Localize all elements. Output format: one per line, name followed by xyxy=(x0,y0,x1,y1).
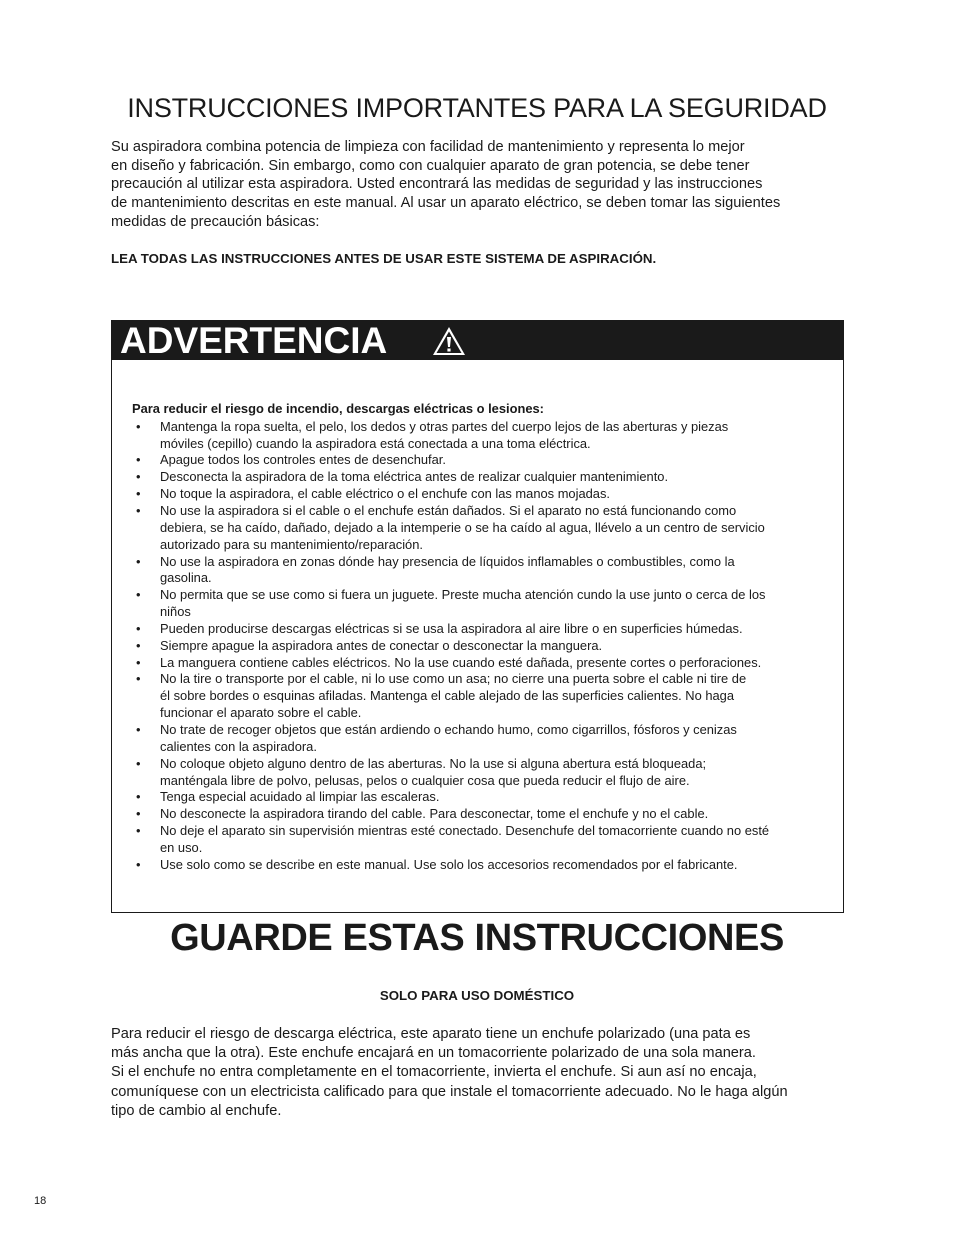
polarized-plug-paragraph xyxy=(111,1025,851,1121)
warning-list-line: No coloque objeto alguno dentro de las aberturas. No la use si alguna abertura está bloqueada; xyxy=(160,755,707,771)
bullet-glyph: • xyxy=(136,789,141,805)
warning-list-line: No use la aspiradora en zonas dónde hay presencia de líquidos inflamables o combustibles, como la xyxy=(160,553,735,569)
warning-box xyxy=(111,320,844,913)
warning-list-line: Apague todos los controles entes de desenchufar. xyxy=(160,452,446,468)
warning-list-item xyxy=(132,503,832,554)
warning-list-item xyxy=(132,621,832,638)
warning-list-line: No trate de recoger objetos que están ardiendo o echando humo, como cigarrillos, fósforos y cenizas xyxy=(160,721,737,737)
polarized-line: comuníquese con un electricista calificado para que instale el tomacorriente adecuado. No le haga algún xyxy=(111,1083,788,1100)
warning-list-line: móviles (cepillo) cuando la aspiradora está conectada a una toma eléctrica. xyxy=(160,435,591,451)
warning-lead: Para reducir el riesgo de incendio, descargas eléctricas o lesiones: xyxy=(132,401,544,416)
polarized-line: más ancha que la otra). Este enchufe encajará en un tomacorriente polarizado de una sola manera. xyxy=(111,1045,756,1062)
warning-list xyxy=(132,419,832,874)
warning-list-item xyxy=(132,722,832,756)
bullet-glyph: • xyxy=(136,486,141,502)
bullet-glyph: • xyxy=(136,755,141,771)
warning-list-line: No deje el aparato sin supervisión mientras esté conectado. Desenchufe del tomacorriente cuando no esté xyxy=(160,823,770,839)
warning-list-item xyxy=(132,756,832,790)
bullet-glyph: • xyxy=(136,469,141,485)
warning-list-item xyxy=(132,806,832,823)
bullet-glyph: • xyxy=(136,806,141,822)
intro-line: Su aspiradora combina potencia de limpieza con facilidad de mantenimiento y representa lo mejor xyxy=(111,139,745,155)
page-title: INSTRUCCIONES IMPORTANTES PARA LA SEGURIDAD xyxy=(127,93,827,123)
bullet-glyph: • xyxy=(136,503,141,519)
warning-list-item xyxy=(132,638,832,655)
warning-list-item xyxy=(132,671,832,722)
warning-list-line: Siempre apague la aspiradora antes de conectar o desconectar la manguera. xyxy=(160,637,603,653)
household-use-notice: SOLO PARA USO DOMÉSTICO xyxy=(379,988,575,1003)
warning-list-item xyxy=(132,857,832,874)
bullet-glyph: • xyxy=(136,452,141,468)
polarized-line: Para reducir el riesgo de descarga eléctrica, este aparato tiene un enchufe polarizado (una pata es xyxy=(111,1026,751,1042)
bullet-glyph: • xyxy=(136,654,141,670)
warning-list-line: calientes con la aspiradora. xyxy=(160,738,317,754)
polarized-line: tipo de cambio al enchufe. xyxy=(111,1102,282,1119)
save-instructions-heading: GUARDE ESTAS INSTRUCCIONES xyxy=(170,917,784,959)
warning-list-item xyxy=(132,655,832,672)
intro-line: precaución al utilizar esta aspiradora. Usted encontrará las medidas de seguridad y las instrucciones xyxy=(111,176,763,193)
bullet-glyph: • xyxy=(136,418,141,434)
warning-list-item xyxy=(132,452,832,469)
warning-list-line: No use la aspiradora si el cable o el enchufe están dañados. Si el aparato no está funcionando como xyxy=(160,503,737,519)
warning-list-line: gasolina. xyxy=(160,570,212,586)
warning-list-line: No permita que se use como si fuera un juguete. Preste mucha atención cundo la use junto o cerca de los xyxy=(160,587,766,603)
warning-list-item xyxy=(132,419,832,453)
warning-list-line: No toque la aspiradora, el cable eléctrico o el enchufe con las manos mojadas. xyxy=(160,486,611,502)
read-all-instructions-notice: LEA TODAS LAS INSTRUCCIONES ANTES DE USAR ESTE SISTEMA DE ASPIRACIÓN. xyxy=(111,251,657,266)
bullet-glyph: • xyxy=(136,620,141,636)
warning-triangle-icon xyxy=(431,325,467,357)
intro-line: de mantenimiento descritas en este manual. Al usar un aparato eléctrico, se deben tomar las siguientes xyxy=(111,195,781,212)
warning-list-item xyxy=(132,789,832,806)
warning-list-line: niños xyxy=(160,604,191,620)
warning-list-item xyxy=(132,823,832,857)
warning-list-item xyxy=(132,587,832,621)
warning-list-line: autorizado para su mantenimiento/reparación. xyxy=(160,536,423,552)
warning-header xyxy=(112,321,843,360)
bullet-glyph: • xyxy=(136,856,141,872)
warning-list-item xyxy=(132,486,832,503)
warning-list-line: Pueden producirse descargas eléctricas si se usa la aspiradora al aire libre o en superficies húmedas. xyxy=(160,620,743,636)
bullet-glyph: • xyxy=(136,671,141,687)
warning-list-item xyxy=(132,554,832,588)
bullet-glyph: • xyxy=(136,637,141,653)
warning-heading: ADVERTENCIA xyxy=(120,320,388,361)
intro-paragraph xyxy=(111,138,846,232)
warning-list-item xyxy=(132,469,832,486)
warning-list-line: Mantenga la ropa suelta, el pelo, los dedos y otras partes del cuerpo lejos de las aberturas y piezas xyxy=(160,418,729,434)
warning-list-line: Desconecta la aspiradora de la toma eléctrica antes de realizar cualquier mantenimiento. xyxy=(160,469,669,485)
polarized-line: Si el enchufe no entra completamente en el tomacorriente, invierta el enchufe. Si aun así no encaja, xyxy=(111,1064,757,1081)
warning-list-line: él sobre bordes o esquinas afiladas. Mantenga el cable alejado de las superficies calientes. No haga xyxy=(160,688,734,704)
warning-body xyxy=(132,401,832,874)
bullet-glyph: • xyxy=(136,721,141,737)
warning-list-line: funcionar el aparato sobre el cable. xyxy=(160,705,362,721)
warning-list-line: Use solo como se describe en este manual. Use solo los accesorios recomendados por el fabricante. xyxy=(160,856,738,872)
warning-list-line: manténgala libre de polvo, pelusas, pelos o cualquier cosa que pueda reducir el flujo de aire. xyxy=(160,772,690,788)
bullet-glyph: • xyxy=(136,553,141,569)
warning-list-line: en uso. xyxy=(160,839,203,855)
warning-list-line: La manguera contiene cables eléctricos. No la use cuando esté dañada, presente cortes o perforaciones. xyxy=(160,654,762,670)
intro-line: en diseño y fabricación. Sin embargo, como con cualquier aparato de gran potencia, se debe tener xyxy=(111,157,750,174)
warning-list-line: No desconecte la aspiradora tirando del cable. Para desconectar, tome el enchufe y no el cable. xyxy=(160,806,709,822)
bullet-glyph: • xyxy=(136,587,141,603)
warning-list-line: No la tire o transporte por el cable, ni lo use como un asa; no cierre una puerta sobre el cable ni tire de xyxy=(160,671,747,687)
page-number: 18 xyxy=(34,1195,47,1207)
intro-line: medidas de precaución básicas: xyxy=(111,213,320,230)
warning-list-line: debiera, se ha caído, dañado, dejado a la intemperie o se ha caído al agua, llévelo a un centro de servicio xyxy=(160,519,765,535)
bullet-glyph: • xyxy=(136,823,141,839)
warning-list-line: Tenga especial acuidado al limpiar las escaleras. xyxy=(160,789,440,805)
